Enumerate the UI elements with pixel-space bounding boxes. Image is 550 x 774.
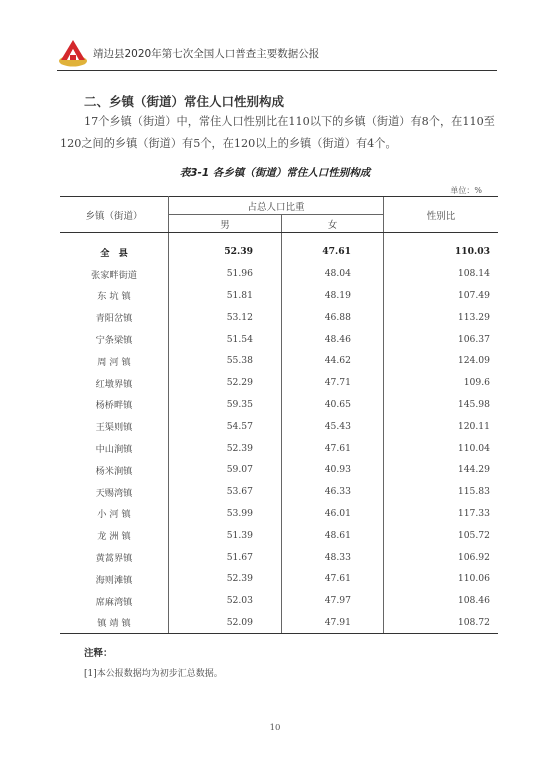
cell-female-share: 47.61 [282, 233, 384, 263]
header-ratio: 性别比 [384, 197, 499, 233]
cell-female-share: 47.71 [282, 372, 384, 394]
cell-female-share: 46.01 [282, 503, 384, 525]
cell-sex-ratio: 124.09 [457, 355, 490, 367]
cell-town-name: 中山涧镇 [60, 437, 169, 459]
cell-male-share: 53.99 [169, 503, 282, 525]
cell-sex-ratio: 110.06 [457, 573, 490, 585]
cell-sex-ratio: 117.33 [457, 507, 490, 519]
cell-male-share: 52.09 [169, 612, 282, 634]
cell-female-share: 45.43 [282, 415, 384, 437]
page-number: 10 [269, 723, 281, 733]
notes-text: [1]本公报数据均为初步汇总数据。 [84, 669, 223, 679]
cell-town-name: 龙 洲 镇 [60, 524, 169, 546]
statistics-logo-icon [57, 38, 89, 68]
cell-town-name: 王渠则镇 [60, 415, 169, 437]
table-row [60, 612, 498, 634]
table-row [60, 350, 498, 372]
cell-town-name: 席麻湾镇 [60, 590, 169, 612]
header-female: 女 [282, 215, 384, 233]
cell-female-share: 40.93 [282, 459, 384, 481]
cell-sex-ratio: 115.83 [457, 486, 490, 498]
cell-female-share: 48.04 [282, 263, 384, 285]
cell-sex-ratio: 108.72 [384, 612, 499, 634]
cell-male-share: 59.07 [169, 459, 282, 481]
cell-female-share: 47.61 [282, 568, 384, 590]
cell-male-share: 54.57 [169, 415, 282, 437]
cell-sex-ratio: 145.98 [457, 398, 490, 410]
cell-sex-ratio: 113.29 [457, 311, 490, 323]
table-row [60, 263, 498, 285]
summary-text: 17个乡镇（街道）中，常住人口性别比在110以下的乡镇（街道）有8个，在110至120之间的乡镇（街道）有5个，在120以上的乡镇（街道）有4个。 [60, 115, 495, 150]
cell-male-share: 52.39 [169, 568, 282, 590]
cell-sex-ratio: 120.11 [457, 420, 490, 432]
table-row [60, 481, 498, 503]
cell-sex-ratio: 110.03 [454, 246, 490, 258]
table-row-total [60, 233, 498, 263]
cell-town-name: 小 河 镇 [60, 503, 169, 525]
cell-female-share: 46.33 [282, 481, 384, 503]
cell-male-share: 51.67 [169, 546, 282, 568]
cell-male-share: 51.81 [169, 285, 282, 307]
cell-town-name: 周 河 镇 [60, 350, 169, 372]
header-share: 占总人口比重 [169, 197, 384, 215]
cell-female-share: 47.97 [282, 590, 384, 612]
table-row [60, 568, 498, 590]
table-row [60, 590, 498, 612]
cell-female-share: 48.33 [282, 546, 384, 568]
cell-town-name: 东 坑 镇 [60, 285, 169, 307]
cell-male-share: 52.03 [169, 590, 282, 612]
cell-town-name: 杨米涧镇 [60, 459, 169, 481]
table-row [60, 524, 498, 546]
summary-paragraph [60, 111, 498, 155]
header-male: 男 [169, 215, 282, 233]
cell-male-share: 52.29 [169, 372, 282, 394]
table-row [60, 415, 498, 437]
table-row [60, 394, 498, 416]
cell-male-share: 55.38 [169, 350, 282, 372]
cell-sex-ratio: 110.04 [457, 442, 490, 454]
cell-female-share: 44.62 [282, 350, 384, 372]
cell-sex-ratio: 107.49 [457, 289, 490, 301]
cell-town-name: 全 县 [60, 233, 169, 263]
cell-female-share: 46.88 [282, 306, 384, 328]
cell-town-name: 青阳岔镇 [60, 306, 169, 328]
header-town: 乡镇（街道） [60, 197, 169, 233]
cell-town-name: 海则滩镇 [60, 568, 169, 590]
table-row [60, 437, 498, 459]
cell-female-share: 47.61 [282, 437, 384, 459]
cell-town-name: 红墩界镇 [60, 372, 169, 394]
table-row [60, 546, 498, 568]
page-header [57, 36, 497, 71]
cell-male-share: 52.39 [169, 437, 282, 459]
cell-town-name: 张家畔街道 [60, 263, 169, 285]
table-row [60, 328, 498, 350]
cell-sex-ratio: 105.72 [457, 529, 490, 541]
cell-male-share: 52.39 [169, 233, 282, 263]
report-title: 靖边县2020年第七次全国人口普查主要数据公报 [93, 48, 320, 60]
cell-male-share: 53.67 [169, 481, 282, 503]
cell-male-share: 51.54 [169, 328, 282, 350]
sex-composition-table [60, 196, 498, 634]
cell-sex-ratio: 106.92 [457, 551, 490, 563]
cell-sex-ratio: 108.46 [457, 595, 490, 607]
cell-female-share: 48.19 [282, 285, 384, 307]
cell-male-share: 51.96 [169, 263, 282, 285]
table-row [60, 306, 498, 328]
cell-male-share: 59.35 [169, 394, 282, 416]
cell-town-name: 黄蒿界镇 [60, 546, 169, 568]
cell-sex-ratio: 144.29 [457, 464, 490, 476]
table-row [60, 285, 498, 307]
cell-town-name: 杨桥畔镇 [60, 394, 169, 416]
section-heading: 二、乡镇（街道）常住人口性别构成 [84, 94, 285, 109]
table-title: 表3-1 各乡镇（街道）常住人口性别构成 [179, 167, 371, 179]
cell-male-share: 53.12 [169, 306, 282, 328]
cell-female-share: 40.65 [282, 394, 384, 416]
cell-sex-ratio: 106.37 [457, 333, 490, 345]
cell-male-share: 51.39 [169, 524, 282, 546]
table-row [60, 459, 498, 481]
table-row [60, 372, 498, 394]
cell-town-name: 宁条梁镇 [60, 328, 169, 350]
cell-sex-ratio: 108.14 [457, 268, 490, 280]
cell-female-share: 47.91 [282, 612, 384, 634]
notes-label: 注释： [84, 648, 113, 659]
cell-female-share: 48.61 [282, 524, 384, 546]
cell-town-name: 镇 靖 镇 [60, 612, 169, 634]
table-row [60, 503, 498, 525]
table-body [60, 233, 498, 634]
table-unit: 单位：% [450, 186, 482, 195]
cell-town-name: 天赐湾镇 [60, 481, 169, 503]
cell-female-share: 48.46 [282, 328, 384, 350]
cell-sex-ratio: 109.6 [463, 377, 490, 389]
